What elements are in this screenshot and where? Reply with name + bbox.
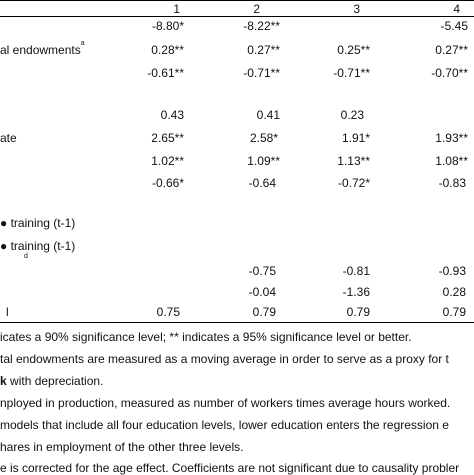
cell: -0.93 bbox=[438, 264, 466, 278]
cell: -8.22** bbox=[243, 19, 280, 33]
footnote-emphasis: k bbox=[0, 374, 7, 388]
row-label: ate bbox=[0, 131, 17, 145]
row-label: ● training (t-1) bbox=[0, 239, 76, 253]
cell: 2.65** bbox=[151, 131, 184, 145]
footnote: nployed in production, measured as number of workers times average hours worked. bbox=[0, 396, 451, 410]
cell: 1.09** bbox=[247, 154, 280, 168]
col-header-3: 3 bbox=[353, 2, 360, 16]
footnote: models that include all four education levels, lower education enters the regression e bbox=[0, 418, 449, 432]
cell: 1.91* bbox=[341, 131, 370, 145]
cell: 0.28 bbox=[442, 285, 466, 299]
row-label: al endowments$^a$ bbox=[0, 40, 85, 57]
cell: 0.43 bbox=[160, 108, 184, 122]
cell: -0.71** bbox=[243, 66, 280, 80]
footnote: k with depreciation. bbox=[0, 374, 104, 388]
header-rule bbox=[0, 16, 474, 17]
cell: -0.72* bbox=[337, 176, 370, 190]
footnote: hares in employment of the other three levels. bbox=[0, 440, 244, 454]
top-rule bbox=[0, 0, 474, 1]
cell: 0.23 bbox=[340, 108, 364, 122]
cell: 2.58* bbox=[249, 131, 278, 145]
cell: 0.41 bbox=[256, 108, 280, 122]
bullet-icon: ● bbox=[0, 239, 8, 253]
col-header-2: 2 bbox=[253, 2, 260, 16]
cell: -0.75 bbox=[248, 264, 276, 278]
cell: 0.25** bbox=[337, 43, 370, 57]
cell: -5.45 bbox=[440, 19, 468, 33]
bottom-rule bbox=[0, 322, 474, 323]
cell: -0.71** bbox=[333, 66, 370, 80]
cell: 0.28** bbox=[151, 43, 184, 57]
row-label: l bbox=[6, 305, 9, 319]
cell: 0.79 bbox=[346, 305, 370, 319]
footnote: icates a 90% significance level; ** indicates a 95% significance level or better. bbox=[0, 330, 412, 344]
cell: 1.08** bbox=[435, 154, 468, 168]
cell: -0.04 bbox=[248, 285, 276, 299]
cell: -8.80* bbox=[151, 19, 184, 33]
row-label: ● training (t-1) bbox=[0, 216, 76, 230]
cell: 1.02** bbox=[151, 154, 184, 168]
cell: -0.64 bbox=[248, 176, 276, 190]
cell: -0.81 bbox=[342, 264, 370, 278]
col-header-1: 1 bbox=[173, 2, 180, 16]
cell: 0.75 bbox=[156, 305, 180, 319]
cell: -0.83 bbox=[438, 176, 466, 190]
cell: 0.27** bbox=[435, 43, 468, 57]
cell: 1.13** bbox=[337, 154, 370, 168]
cell: -0.66* bbox=[151, 176, 184, 190]
footnote: tal endowments are measured as a moving average in order to serve as a proxy for t bbox=[0, 352, 449, 366]
cell: 0.79 bbox=[252, 305, 276, 319]
bullet-icon: ● bbox=[0, 216, 8, 230]
cell: 0.27** bbox=[247, 43, 280, 57]
cell: 1.93** bbox=[435, 131, 468, 145]
cell: 0.79 bbox=[442, 305, 466, 319]
col-header-4: 4 bbox=[453, 2, 460, 16]
footnote: e is corrected for the age effect. Coefficients are not significant due to causality probler bbox=[0, 461, 460, 475]
footnote-marker: d bbox=[24, 253, 28, 260]
row-label bbox=[24, 253, 28, 270]
footnote-marker: a bbox=[80, 40, 85, 47]
cell: -0.61** bbox=[147, 66, 184, 80]
cell: -0.70** bbox=[431, 66, 468, 80]
cell: -1.36 bbox=[342, 285, 370, 299]
